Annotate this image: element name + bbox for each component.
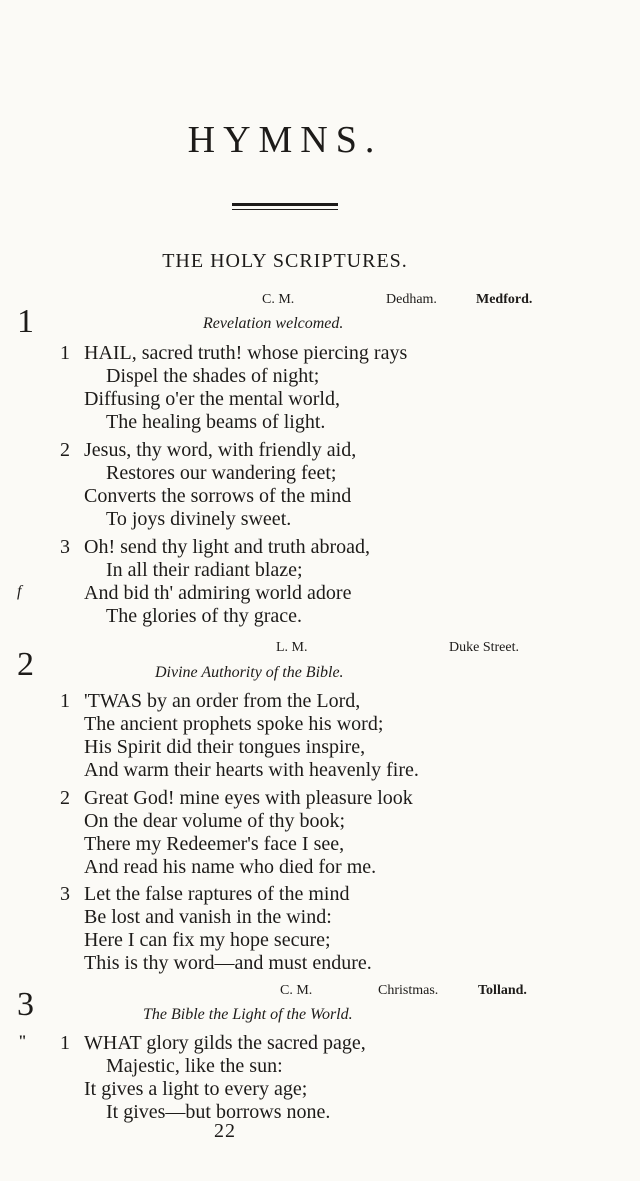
title-rule-thick — [232, 203, 338, 206]
hymn-subtitle: The Bible the Light of the World. — [143, 1006, 353, 1023]
verse-line: Let the false raptures of the mind — [84, 883, 350, 905]
verse-line: And warm their hearts with heavenly fire. — [84, 759, 419, 781]
verse-line: It gives a light to every age; — [84, 1078, 308, 1100]
verse-line: Dispel the shades of night; — [106, 365, 320, 387]
tune-name: Tolland. — [478, 983, 527, 998]
verse-line: Oh! send thy light and truth abroad, — [84, 536, 371, 558]
verse-line: The glories of thy grace. — [106, 605, 303, 627]
title-rule-thin — [232, 209, 338, 210]
verse-number: 2 — [60, 439, 70, 461]
hymn-meter: C. M. — [262, 292, 295, 307]
tune-name: Medford. — [476, 292, 533, 307]
verse-line: In all their radiant blaze; — [106, 559, 303, 581]
verse-line: It gives—but borrows none. — [106, 1101, 331, 1123]
page-number: 22 — [214, 1120, 236, 1142]
verse-line: There my Redeemer's face I see, — [84, 833, 345, 855]
hymn-meter: C. M. — [280, 983, 313, 998]
verse-line: WHAT glory gilds the sacred page, — [84, 1032, 366, 1054]
dynamic-mark: " — [18, 1033, 27, 1050]
verse-line: HAIL, sacred truth! whose piercing rays — [84, 342, 408, 364]
dynamic-mark: f — [17, 583, 22, 600]
tune-name: Duke Street. — [449, 640, 519, 655]
section-heading: THE HOLY SCRIPTURES. — [162, 250, 408, 272]
verse-line: The healing beams of light. — [106, 411, 326, 433]
verse-line: Here I can fix my hope secure; — [84, 929, 331, 951]
verse-number: 1 — [60, 1032, 70, 1054]
verse-line: And bid th' admiring world adore — [84, 582, 352, 604]
verse-line: On the dear volume of thy book; — [84, 810, 346, 832]
verse-number: 3 — [60, 883, 70, 905]
verse-line: Majestic, like the sun: — [106, 1055, 283, 1077]
verse-number: 2 — [60, 787, 70, 809]
hymn-number: 1 — [17, 303, 34, 340]
hymn-number: 2 — [17, 646, 34, 683]
verse-line: Restores our wandering feet; — [106, 462, 337, 484]
verse-line: And read his name who died for me. — [84, 856, 377, 878]
verse-number: 1 — [60, 342, 70, 364]
tune-name: Dedham. — [386, 292, 437, 307]
verse-line: 'TWAS by an order from the Lord, — [84, 690, 361, 712]
verse-line: Diffusing o'er the mental world, — [84, 388, 340, 410]
verse-line: To joys divinely sweet. — [106, 508, 292, 530]
verse-line: This is thy word—and must endure. — [84, 952, 372, 974]
verse-line: Converts the sorrows of the mind — [84, 485, 352, 507]
hymn-number: 3 — [17, 986, 34, 1023]
verse-line: Jesus, thy word, with friendly aid, — [84, 439, 357, 461]
hymn-meter: L. M. — [276, 640, 308, 655]
verse-line: His Spirit did their tongues inspire, — [84, 736, 366, 758]
verse-number: 1 — [60, 690, 70, 712]
verse-number: 3 — [60, 536, 70, 558]
verse-line: Great God! mine eyes with pleasure look — [84, 787, 413, 809]
hymn-subtitle: Divine Authority of the Bible. — [155, 664, 344, 681]
verse-line: Be lost and vanish in the wind: — [84, 906, 332, 928]
page-title: HYMNS. — [187, 119, 383, 161]
verse-line: The ancient prophets spoke his word; — [84, 713, 384, 735]
hymn-subtitle: Revelation welcomed. — [203, 315, 344, 332]
tune-name: Christmas. — [378, 983, 439, 998]
